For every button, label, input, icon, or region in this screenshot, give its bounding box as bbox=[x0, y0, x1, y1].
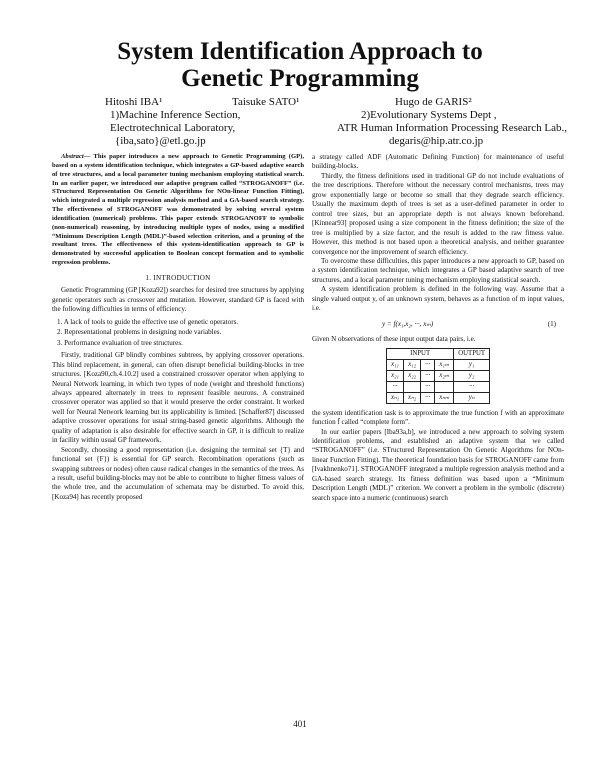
title-line-2: Genetic Programming bbox=[181, 65, 419, 92]
difficulty-list bbox=[52, 318, 304, 348]
table-cell: x₁₂ bbox=[404, 359, 421, 370]
affiliation-1-line-1: 1)Machine Inference Section, bbox=[110, 109, 241, 121]
table-cell: y₁ bbox=[454, 359, 490, 370]
table-cell: x₁ₘ bbox=[435, 359, 454, 370]
table-cell: x₂ₘ bbox=[435, 370, 454, 381]
table-cell: xₙₘ bbox=[435, 392, 454, 403]
intro-paragraph-3: Secondly, choosing a good representation (i.e. designing the terminal set {T} and functional set {F}) is essential for GP search. Recombination operations (such as swapping subtrees or nodes) often cause radical changes in the semantics of the trees. As a result, useful building-blocks may not be able to contribute to higher fitness values of the whole tree, and the accumulation of schemata may be disturbed. To avoid this, [Koza94] has recently proposed bbox=[52, 445, 304, 501]
table-row bbox=[386, 392, 489, 403]
right-paragraph-2: Thirdly, the fitness definitions used in traditional GP do not include evaluations of the tree descriptions. Therefore without the necessary control mechanisms, trees may grow exponentially large or become so small that they degrade search efficiency. Usually the maximum depth of trees is set as a user-defined parameter in order to control tree sizes, but an appropriate depth is not always known beforehand. [Kinnear93] proposed using a size component in the fitness definition; the size of the tree is multiplied by a size factor, and the result is added to the raw fitness value. However, this method is not based upon a theoretical analysis, and neither guarantee convergence nor the improvement of search efficiency. bbox=[312, 171, 564, 256]
table-cell: x₂₂ bbox=[404, 370, 421, 381]
affiliation-2-line-2: ATR Human Information Processing Research Lab., bbox=[337, 122, 568, 134]
table-cell: x₂₁ bbox=[386, 370, 403, 381]
left-column bbox=[52, 153, 304, 502]
output-header: OUTPUT bbox=[454, 348, 490, 359]
io-data-table bbox=[386, 348, 490, 404]
table-cell bbox=[435, 381, 454, 392]
intro-paragraph-2: Firstly, traditional GP blindly combines subtrees, by applying crossover operations. This blind replacement, in general, can often disrupt beneficial building-blocks in tree structures. [Koza90,ch.4.10.2] used a constrained crossover operator when applying to Neural Network learning, in which two types of node (weight and threshold functions) always appeared alternately in trees to represent feasible neurons. A constrained crossover operator was applied so that it would preserve the order constraint. It worked well for Neural Network learning but its applicability is limited. [Schaffer87] discussed adaptive crossover operations for usual string-based genetic algorithms. Although the quality of adaptation is also desirable for effective search in GP, it is difficult to realize in facility within usual GP framework. bbox=[52, 351, 304, 445]
right-column bbox=[312, 153, 564, 503]
author-sato: Taisuke SATO¹ bbox=[232, 96, 300, 108]
table-cell: ··· bbox=[421, 370, 435, 381]
table-cell: ··· bbox=[421, 359, 435, 370]
abstract-label: Abstract bbox=[61, 153, 84, 160]
list-item: 2. Representational problems in designing node variables. bbox=[57, 328, 222, 337]
right-paragraph-6: the system identification task is to approximate the true function f with an approximate function f̄ called “complete form”. bbox=[312, 408, 564, 427]
section-heading-introduction: 1. INTRODUCTION bbox=[145, 273, 211, 282]
table-row bbox=[386, 370, 489, 381]
table-header-row bbox=[386, 348, 489, 359]
right-paragraph-3: To overcome these difficulties, this paper introduces a new approach to GP, based on a system identification technique, which integrates a GP based adaptive search of tree structures, and a local parameter tuning mechanism employing statistical search. bbox=[312, 256, 564, 284]
right-paragraph-5: Given N observations of these input output data pairs, i.e. bbox=[312, 335, 476, 344]
table-row bbox=[386, 359, 489, 370]
paper-title bbox=[0, 38, 600, 92]
title-line-1: System Identification Approach to bbox=[117, 38, 483, 65]
right-paragraph-7: In our earlier papers [Iba93a,b], we introduced a new approach to solving system identification problems, and established an adaptive system that we called “STROGANOFF” (i.e. STructured Representation On Genetic Algorithms for NOn-linear Function Fitting). The theoretical foundation basis for STROGANOFF came from [Ivakhnenko71]. STROGANOFF integrated a multiple regression analysis method and a GA-based search strategy. Its fitness definition was based upon a “Minimum Description Length (MDL)” criterion. We convert a problem in the symbolic (discrete) search space into a numeric (continuous) search bbox=[312, 427, 564, 502]
list-item: 3. Performance evaluation of tree structures. bbox=[57, 338, 183, 347]
affiliation-1 bbox=[110, 109, 330, 148]
author-iba: Hitoshi IBA¹ bbox=[105, 96, 163, 108]
affiliation-2-email: degaris@hip.atr.co.jp bbox=[389, 135, 484, 147]
list-item: 1. A lack of tools to guide the effective use of genetic operators. bbox=[57, 317, 239, 326]
page-number: 401 bbox=[293, 719, 307, 729]
intro-paragraph-1: Genetic Programming (GP [Koza92]) searches for desired tree structures by applying genetic operators such as crossover and mutation. However, standard GP is faced with the following difficulties in terms of efficiency. bbox=[52, 286, 304, 314]
table-cell: yₙ bbox=[454, 392, 490, 403]
table-row bbox=[386, 381, 489, 392]
table-cell: ··· bbox=[421, 392, 435, 403]
equation-1 bbox=[312, 320, 564, 329]
equation-1-expression: y = f(x₁,x₂, ···, xₘ) bbox=[382, 319, 434, 328]
table-cell: ··· bbox=[454, 381, 490, 392]
table-cell: x₁₁ bbox=[386, 359, 403, 370]
affiliation-1-line-2: Electrotechnical Laboratory, bbox=[110, 122, 236, 134]
affiliation-2 bbox=[337, 109, 575, 148]
input-header: INPUT bbox=[386, 348, 453, 359]
author-degaris: Hugo de GARIS² bbox=[395, 96, 472, 108]
table-cell: ··· bbox=[386, 381, 403, 392]
table-cell bbox=[404, 381, 421, 392]
affiliation-1-email: {iba,sato}@etl.go.jp bbox=[115, 135, 206, 147]
right-paragraph-1: a strategy called ADF (Automatic Defining Function) for maintenance of useful building-blocks. bbox=[312, 153, 564, 171]
right-paragraph-4: A system identification problem is defined in the following way. Assume that a single valued output y, of an unknown system, behaves as a function of m input values, i.e. bbox=[312, 285, 564, 313]
table-cell: xₙ₂ bbox=[404, 392, 421, 403]
abstract-text: — This paper introduces a new approach to Genetic Programming (GP), based on a system identification technique, which integrates a GP-based adaptive search of tree structures, and a local parameter tuning mechanism employing statistical search. In an earlier paper, we introduced our adaptive program called “STROGANOFF” (i.e. STructured Representation On Genetic Algorithms for NOn-linear Function Fitting), which integrated a multiple regression analysis method and a GA-based search strategy. The effectiveness of STROGANOFF was demonstrated by solving several system identification (numerical) problems. This paper extends STROGANOFF to symbolic (non-numerical) reasoning, by introducing multiple types of nodes, using a modified “Minimum Description Length (MDL)”-based selection criterion, and a pruning of the resultant trees. The effectiveness of this system-identification approach to GP is demonstrated by successful application to Boolean concept formation and to symbolic regression problems. bbox=[52, 153, 304, 267]
equation-1-number: (1) bbox=[547, 319, 556, 328]
table-cell: ··· bbox=[421, 381, 435, 392]
affiliation-2-line-1: 2)Evolutionary Systems Dept , bbox=[361, 109, 497, 121]
table-cell: y₂ bbox=[454, 370, 490, 381]
abstract bbox=[52, 153, 304, 268]
table-cell: xₙ₁ bbox=[386, 392, 403, 403]
